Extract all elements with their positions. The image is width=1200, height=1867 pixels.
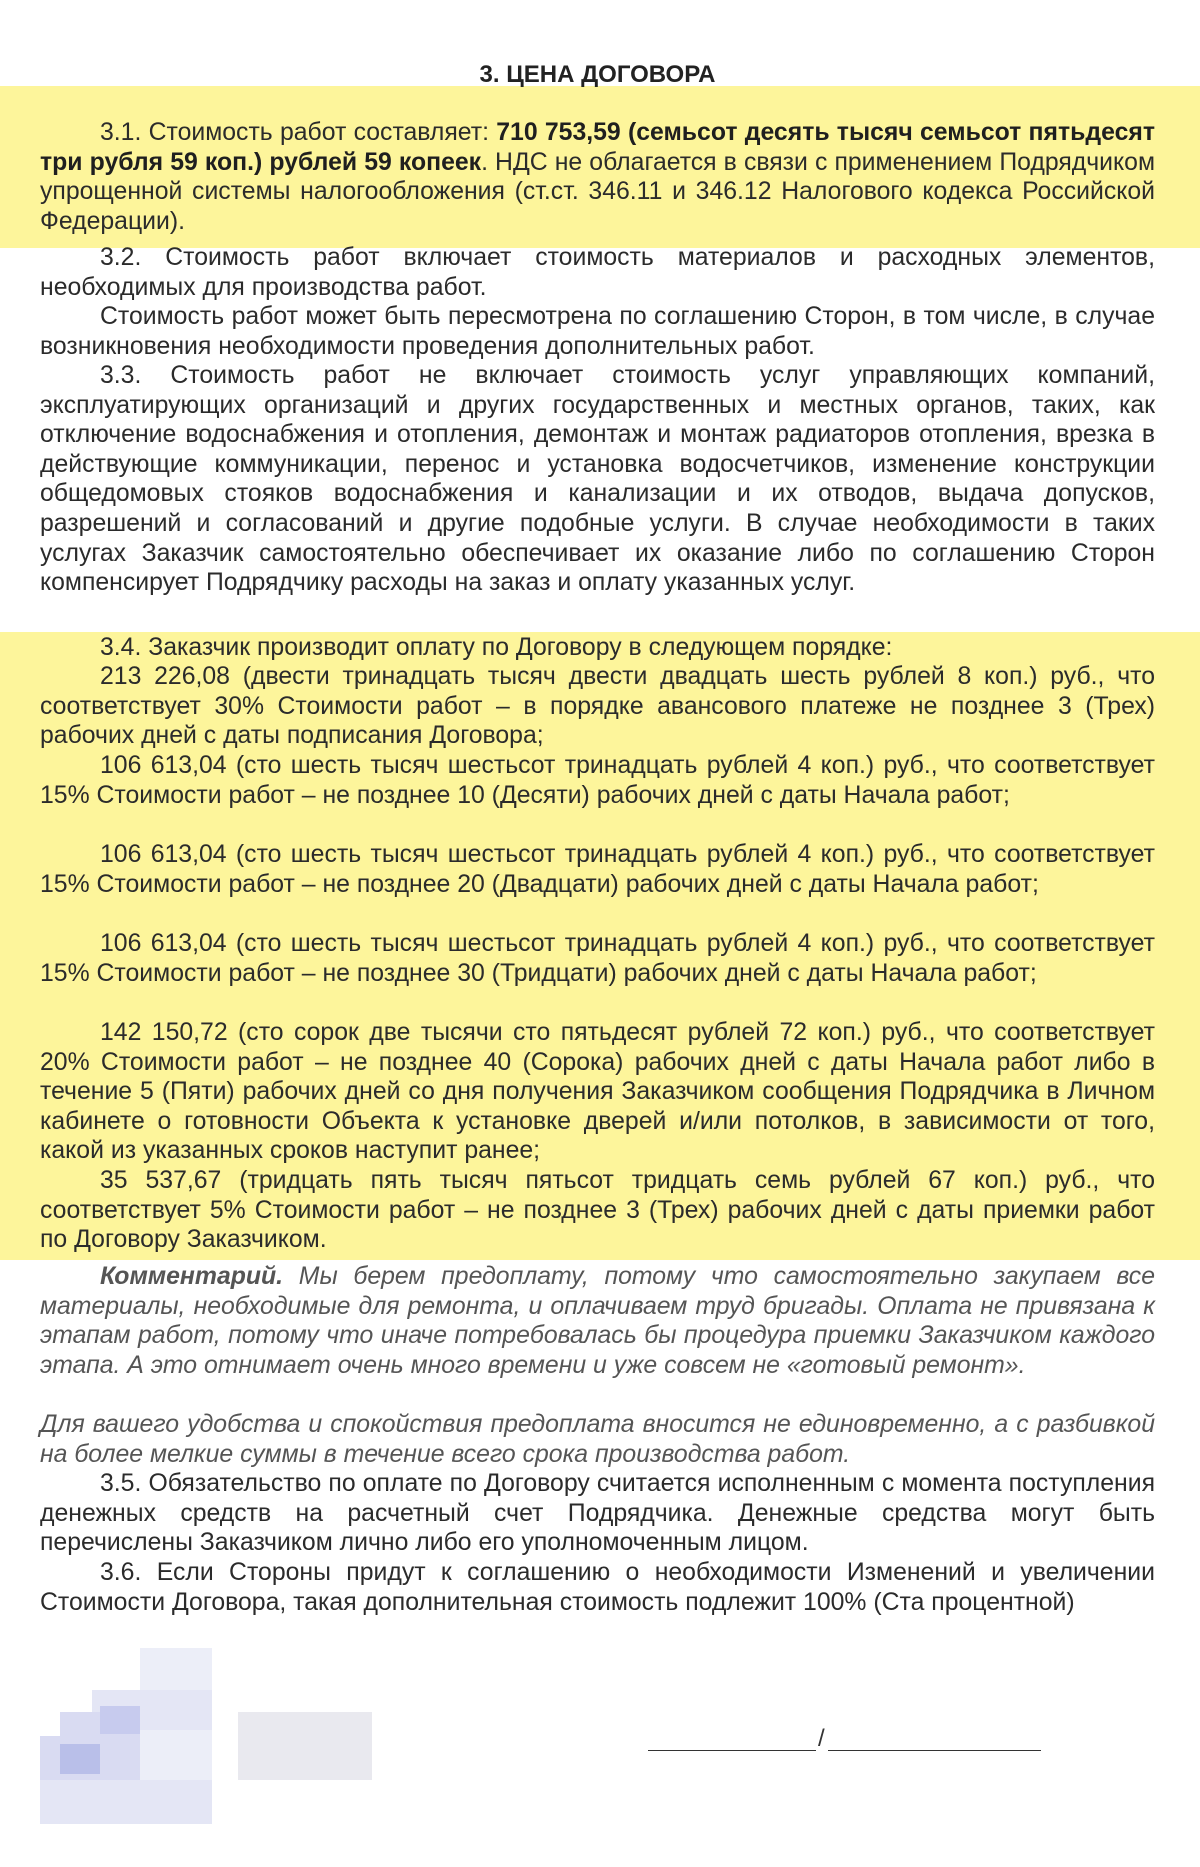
payment-item: 106 613,04 (сто шесть тысяч шестьсот тринадцать рублей 4 коп.) руб., что соответствует 15% Стоимости работ – не позднее 10 (Десяти) рабочих дней с даты Начала работ; xyxy=(40,752,1155,809)
payment-item: 142 150,72 (сто сорок две тысячи сто пятьдесят рублей 72 коп.) руб., что соответствует 20% Стоимости работ – не позднее 40 (Сорока) рабочих дней с даты Начала работ либо в течение 5 (Пяти) рабочих дней со дня получения Заказчиком сообщения Подрядчика в Личном кабинете о готовности Объекта к установке дверей и/или потолков, в зависимости от того, какой из указанных сроков наступит ранее; xyxy=(40,1019,1155,1165)
comment-lead: Комментарий. xyxy=(100,1263,284,1290)
clause-3-1-rest: . НДС не облагается в связи с применением Подрядчиком упрощенной системы налогообложения (ст.ст. 346.11 и 346.12 Налогового кодекса Российской Федерации). xyxy=(40,148,1155,235)
payment-item: 106 613,04 (сто шесть тысяч шестьсот тринадцать рублей 4 коп.) руб., что соответствует 15% Стоимости работ – не позднее 30 (Тридцати) рабочих дней с даты Начала работ; xyxy=(40,930,1155,987)
contract-amount: 710 753,59 (семьсот десять тысяч семьсот пятьдесят три рубля 59 коп.) рублей 59 копеек xyxy=(40,119,1155,176)
payment-item: 213 226,08 (двести тринадцать тысяч двести двадцать шесть рублей 8 коп.) руб., что соответствует 30% Стоимости работ – в порядке авансового платеже не позднее 3 (Трех) рабочих дней с даты подписания Договора; xyxy=(40,663,1155,750)
signature-line-left xyxy=(648,1750,816,1751)
clause-3-4: 3.4. Заказчик производит оплату по Договору в следующем порядке: xyxy=(100,634,893,661)
signature-line-right xyxy=(828,1750,1041,1751)
clause-3-1-lead: 3.1. Стоимость работ составляет: xyxy=(100,119,497,146)
comment-paragraph-2: Для вашего удобства и спокойствия предоплата вносится не единовременно, а с разбивкой на более мелкие суммы в течение всего срока производства работ. xyxy=(40,1411,1155,1468)
signature-slash: / xyxy=(818,1725,825,1752)
clause-3-1 xyxy=(40,118,1155,236)
payment-item: 106 613,04 (сто шесть тысяч шестьсот тринадцать рублей 4 коп.) руб., что соответствует 15% Стоимости работ – не позднее 20 (Двадцати) рабочих дней с даты Начала работ; xyxy=(40,841,1155,898)
signature-lines xyxy=(648,1727,1041,1751)
comment-paragraph xyxy=(40,1262,1155,1380)
clause-3-2-revision: Стоимость работ может быть пересмотрена по соглашению Сторон, в том числе, в случае возникновения необходимости проведения дополнительных работ. xyxy=(40,303,1155,360)
clause-3-5: 3.5. Обязательство по оплате по Договору считается исполненным с момента поступления денежных средств на расчетный счет Подрядчика. Денежные средства могут быть перечислены Заказчиком лично либо его уполномоченным лицом. xyxy=(40,1470,1155,1557)
comment-text: Мы берем предоплату, потому что самостоятельно закупаем все материалы, необходимые для ремонта, и оплачиваем труд бригады. Оплата не привязана к этапам работ, потому что иначе потребовалась бы процедура приемки Заказчиком каждого этапа. А это отнимает очень много времени и уже совсем не «готовый ремонт». xyxy=(40,1263,1155,1379)
payment-item: 35 537,67 (тридцать пять тысяч пятьсот тридцать семь рублей 67 коп.) руб., что соответствует 5% Стоимости работ – не позднее 3 (Трех) рабочих дней с даты приемки работ по Договору Заказчиком. xyxy=(40,1167,1155,1254)
section-title: 3. ЦЕНА ДОГОВОРА xyxy=(479,61,716,88)
clause-3-2: 3.2. Стоимость работ включает стоимость материалов и расходных элементов, необходимых для производства работ. xyxy=(40,244,1155,301)
clause-3-6: 3.6. Если Стороны придут к соглашению о необходимости Изменений и увеличении Стоимости Договора, такая дополнительная стоимость подлежит 100% (Ста процентной) xyxy=(40,1559,1155,1616)
clause-3-3: 3.3. Стоимость работ не включает стоимость услуг управляющих компаний, эксплуатирующих организаций и других государственных и местных органов, таких, как отключение водоснабжения и отопления, демонтаж и монтаж радиаторов отопления, врезка в действующие коммуникации, перенос и установка водосчетчиков, изменение конструкции общедомовых стояков водоснабжения и канализации и их отводов, выдача допусков, разрешений и согласований и другие подобные услуги. В случае необходимости в таких услугах Заказчик самостоятельно обеспечивает их оказание либо по соглашению Сторон компенсирует Подрядчику расходы на заказ и оплату указанных услуг. xyxy=(40,362,1155,597)
